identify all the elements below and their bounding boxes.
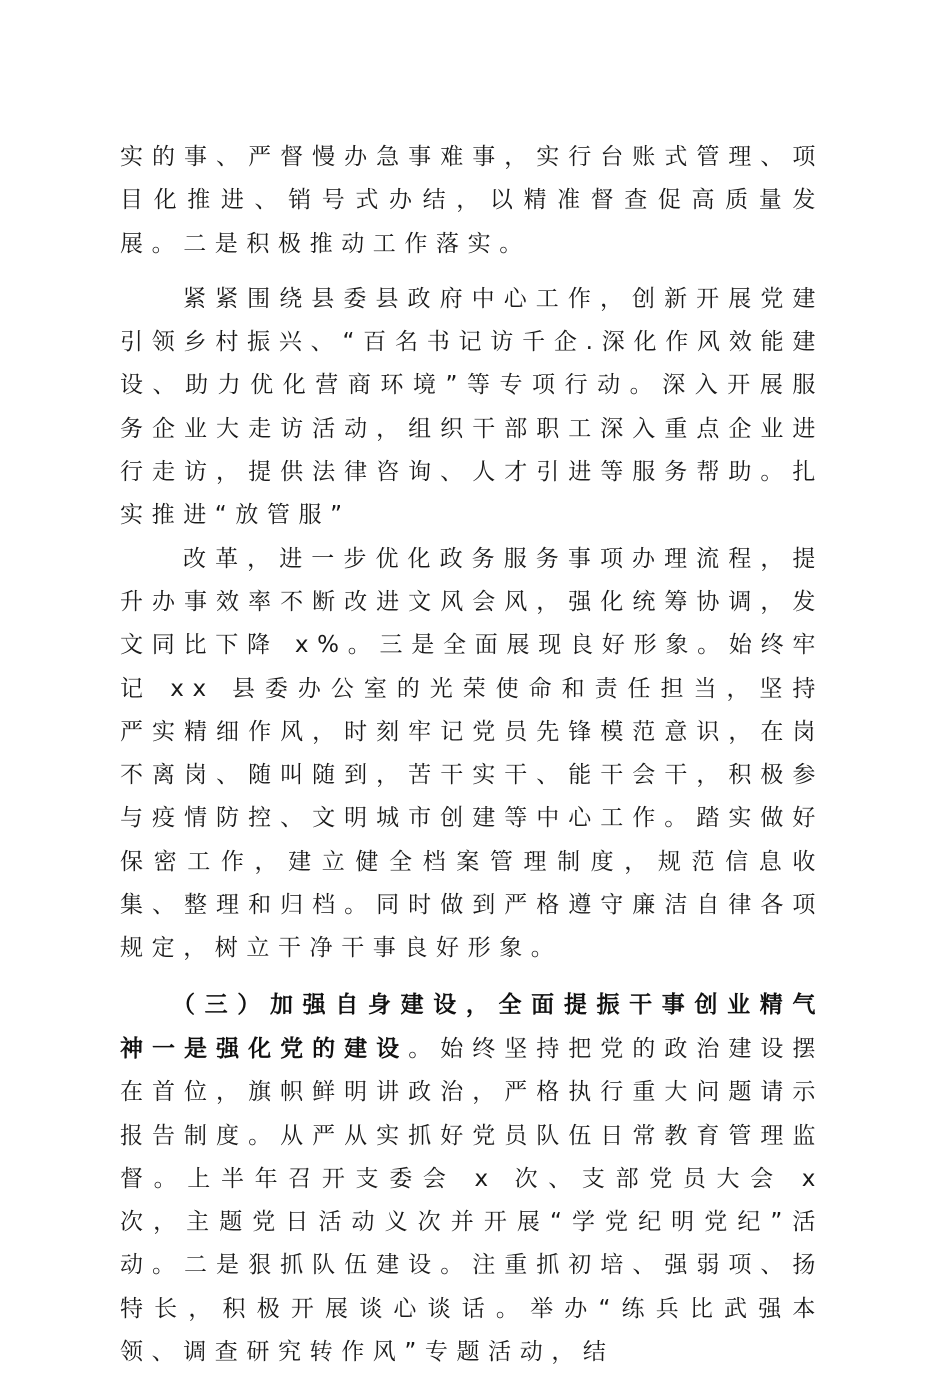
text-line: 工深入重点企业进行走访，提供法律咨询、人才引进等服务帮 — [120, 415, 824, 486]
text-line: 当，坚持严实精细作风，时刻牢记党员先锋模范意识，在岗不 — [120, 675, 825, 789]
text-line: 洁自律各项规定，树立干净干事良好形象。 — [120, 892, 825, 962]
text-line: 改革，进一步优化政务服务事项办理流程，提升办事效率 — [120, 545, 824, 615]
text-line: 实。 — [467, 230, 531, 257]
document-body — [120, 136, 824, 1374]
text-line: 。始终坚持把党的政治建设摆在首位，旗帜鲜明讲政 — [120, 1035, 824, 1106]
bold-lead-in-continued: 党的建设 — [280, 1034, 409, 1062]
text-line: 离岗、随叫随到，苦干实干、能干会干，积极参与疫情防控、 — [120, 762, 824, 832]
paragraph-2 — [120, 278, 824, 538]
text-line: 助。扎实推进“放管服” — [120, 459, 824, 529]
text-line: 面展现良好形象。始终牢记 xx 县委办公室的光荣使命和责任担 — [120, 632, 824, 702]
text-line: 销号式办结，以精准督查促高质量发展。二是积极推动工作落 — [120, 187, 825, 257]
text-line: 管理制度，规范信息收集、整理和归档。同时做到严格遵守廉 — [120, 848, 825, 919]
text-line: 兴、“百名书记访千企.深化作风效能建设、助力优化营商环 — [120, 329, 824, 399]
text-line: 境”等专项行动。深入开展服务企业大走访活动，组织干部职 — [120, 372, 824, 442]
section-heading: （三）加强自身建设，全面提振干事创业精气神 — [120, 990, 824, 1062]
text-line: 文明城市创建等中心工作。踏实做好保密工作，建立健全档案 — [120, 805, 824, 875]
text-line: 日常教育管理监督。上半年召开支委会 x 次、支部党员大会 x — [120, 1122, 825, 1192]
paragraph-3 — [120, 538, 824, 971]
paragraph-1 — [120, 136, 824, 266]
text-line: 次，主题党日活动义次并开展“学党纪明党纪”活动。二是狠 — [120, 1209, 824, 1279]
text-line: 抓队伍建设。注重抓初培、强弱项、扬特长，积极开展谈心谈 — [120, 1252, 825, 1322]
text-line: 实的事、严督慢办急事难事，实行台账式管理、项目化推进、 — [120, 144, 824, 214]
bold-lead-in: 一是强化 — [152, 1034, 281, 1062]
paragraph-4 — [120, 983, 824, 1374]
text-line: 不断改进文风会风，强化统筹协调，发文同比下降 x%。三是全 — [120, 588, 825, 659]
text-line: 紧紧围绕县委县政府中心工作，创新开展党建引领乡村振 — [120, 285, 824, 356]
text-line: 治，严格执行重大问题请示报告制度。从严从实抓好党员队伍 — [120, 1079, 825, 1149]
text-line: 话。举办“练兵比武强本领、调查研究转作风”专题活动，结 — [120, 1295, 825, 1366]
